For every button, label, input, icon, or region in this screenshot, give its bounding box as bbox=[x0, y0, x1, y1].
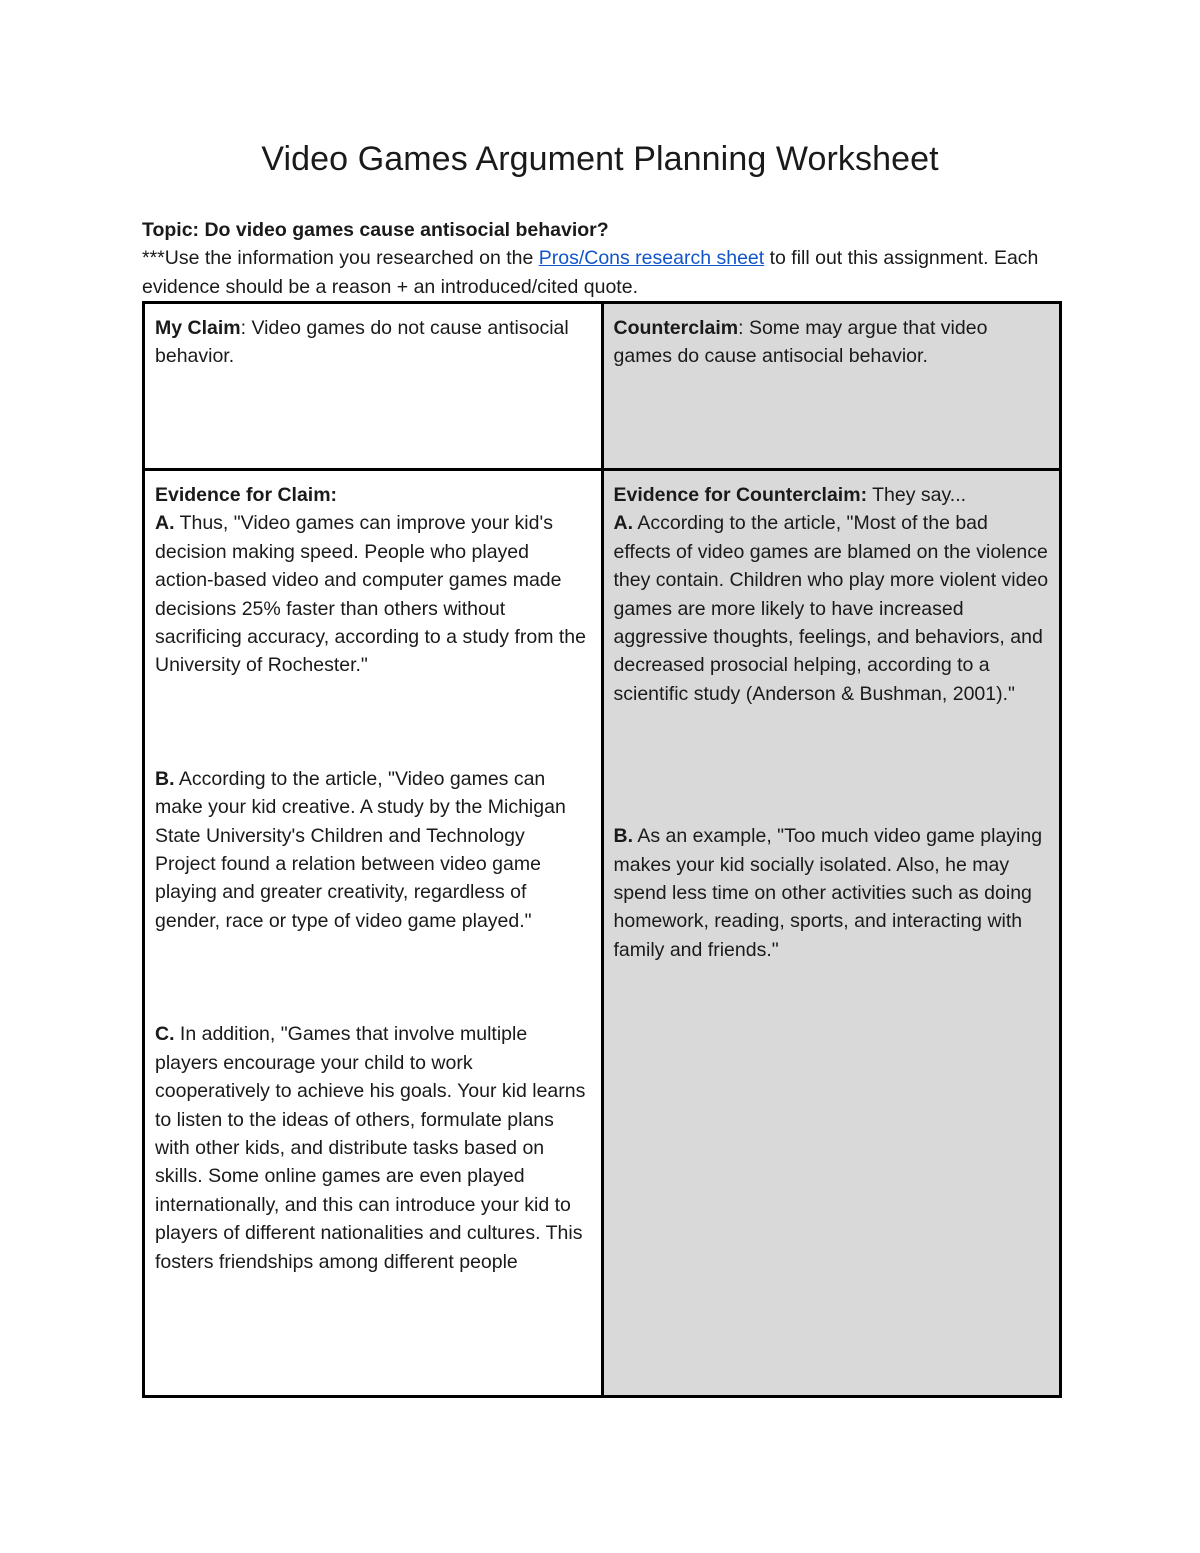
instructions-after-link: to fill out this assignment. Each evidence should be a reason + an introduced/cited quote. bbox=[142, 247, 1039, 298]
claim-label: My Claim bbox=[155, 317, 241, 339]
evidence-claim-a bbox=[155, 509, 591, 679]
counterclaim-label: Counterclaim bbox=[613, 317, 739, 339]
evidence-text: As an example, "Too much video game playing makes your kid socially isolated. Also, he may spend less time on other activities such as doing homework, reading, sports, and interacting with family and friends." bbox=[613, 825, 1043, 961]
evidence-claim-cell[interactable] bbox=[144, 470, 603, 1397]
evidence-claim-heading: Evidence for Claim: bbox=[155, 484, 338, 506]
intro-block bbox=[142, 216, 1062, 301]
evidence-text: According to the article, "Video games can make your kid creative. A study by the Michigan State University's Children and Technology Project found a relation between video game playing and greater creativity, regardless of gender, race or type of video game played." bbox=[155, 767, 566, 932]
instructions-before-link: ***Use the information you researched on the bbox=[142, 247, 539, 270]
evidence-row bbox=[144, 470, 1061, 1397]
evidence-letter: B. bbox=[155, 767, 175, 790]
instructions bbox=[142, 244, 1062, 301]
evidence-counterclaim-cell[interactable] bbox=[602, 470, 1061, 1397]
evidence-text: In addition, "Games that involve multiple players encourage your child to work cooperatively to achieve his goals. Your kid learns to listen to the ideas of others, formulate plans with other kids, and distribute tasks based on skills. Some online games are even played internationally, and this can introduce your kid to players of different nationalities and cultures. This fosters friendships among different people bbox=[155, 1023, 586, 1273]
evidence-text: Thus, "Video games can improve your kid's decision making speed. People who played action-based video and computer games made decisions 25% faster than others without sacrificing accuracy, according to a study from the University of Rochester." bbox=[155, 512, 586, 677]
evidence-text: According to the article, "Most of the bad effects of video games are blamed on the violence they contain. Children who play more violent video games are more likely to have increased aggressive thoughts, feelings, and behaviors, and decreased prosocial helping, according to a scientific study (Anderson & Bushman, 2001)." bbox=[613, 512, 1049, 705]
claims-row bbox=[144, 303, 1061, 470]
evidence-letter: A. bbox=[155, 512, 175, 535]
pros-cons-research-sheet-link[interactable]: Pros/Cons research sheet bbox=[538, 247, 765, 270]
claim-cell[interactable] bbox=[144, 303, 603, 470]
evidence-counterclaim-heading-suffix: They say... bbox=[867, 484, 967, 506]
evidence-letter: C. bbox=[155, 1023, 175, 1046]
evidence-claim-b bbox=[155, 765, 591, 935]
evidence-counterclaim-heading: Evidence for Counterclaim: bbox=[613, 484, 868, 506]
claim-text: : Video games do not cause antisocial behavior. bbox=[155, 317, 569, 368]
argument-table bbox=[142, 301, 1062, 1398]
evidence-counterclaim-b bbox=[614, 822, 1050, 964]
evidence-counterclaim-a bbox=[614, 509, 1050, 708]
evidence-claim-c bbox=[155, 1020, 591, 1276]
evidence-letter: A. bbox=[613, 512, 633, 535]
topic-line: Topic: Do video games cause antisocial behavior? bbox=[142, 219, 609, 241]
evidence-counterclaim-heading-line bbox=[614, 481, 1050, 509]
counterclaim-cell[interactable] bbox=[602, 303, 1061, 470]
page-title: Video Games Argument Planning Worksheet bbox=[261, 140, 939, 178]
counterclaim-text: : Some may argue that video games do cause antisocial behavior. bbox=[613, 317, 988, 368]
evidence-letter: B. bbox=[613, 825, 633, 848]
